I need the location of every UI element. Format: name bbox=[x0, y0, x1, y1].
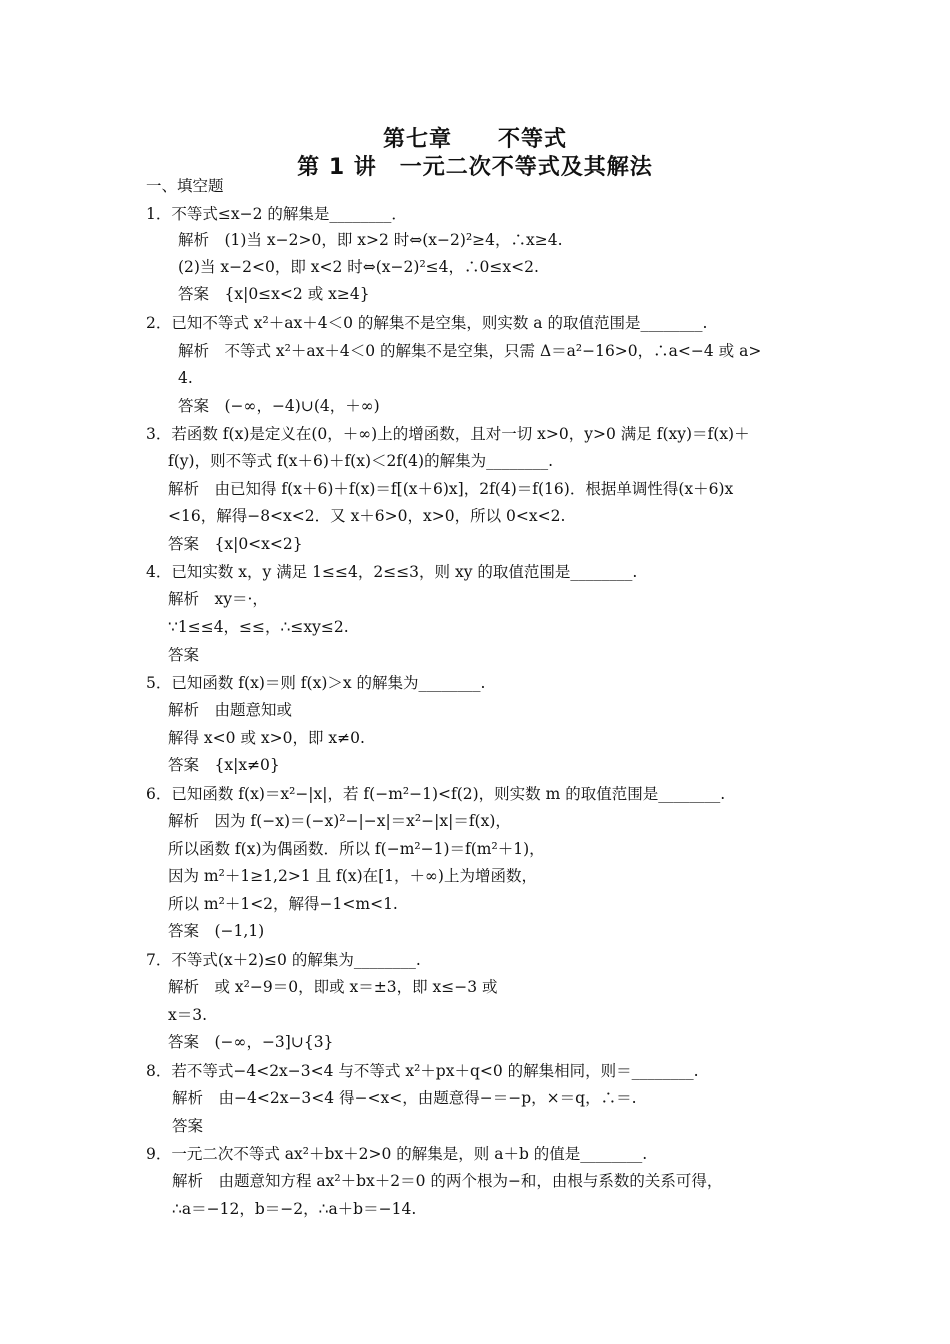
analysis-line: 所以 m²＋1<2，解得−1<m<1. bbox=[168, 895, 398, 913]
question-4: 4．已知实数 x，y 满足 1≤≤4，2≤≤3，则 xy 的取值范围是________. bbox=[146, 563, 638, 581]
answer-line: 答案 bbox=[172, 1117, 204, 1135]
analysis-line: 解析 (1)当 x−2>0，即 x>2 时⇔(x−2)²≥4，∴x≥4. bbox=[178, 231, 563, 249]
analysis-line: (2)当 x−2<0，即 x<2 时⇔(x−2)²≤4，∴0≤x<2. bbox=[178, 258, 539, 276]
answer-line: 答案 bbox=[168, 646, 200, 664]
analysis-line: 解析 由已知得 f(x＋6)＋f(x)＝f[(x＋6)x]，2f(4)＝f(16)．根据单调性得(x＋6)x bbox=[168, 480, 734, 498]
answer-line: 答案 (−∞，−3]∪{3} bbox=[168, 1033, 334, 1051]
question-1: 1．不等式≤x−2 的解集是________． bbox=[146, 205, 407, 223]
question-3: 3．若函数 f(x)是定义在(0，＋∞)上的增函数，且对一切 x>0，y>0 满足 f(xy)＝f(x)＋ bbox=[146, 425, 750, 443]
question-5: 5．已知函数 f(x)＝则 f(x)＞x 的解集为________. bbox=[146, 674, 486, 692]
analysis-line: 解析 xy＝·， bbox=[168, 590, 268, 608]
analysis-line: 解析 由题意知或 bbox=[168, 701, 293, 719]
question-7: 7．不等式(x＋2)≤0 的解集为________. bbox=[146, 951, 421, 969]
chapter-title: 第七章 不等式 bbox=[382, 127, 567, 152]
analysis-line: 解析 不等式 x²＋ax＋4＜0 的解集不是空集，只需 Δ＝a²−16>0，∴a<−4 或 a> bbox=[178, 342, 762, 360]
answer-line: 答案 {x|x≠0} bbox=[168, 756, 280, 774]
question-8: 8．若不等式−4<2x−3<4 与不等式 x²＋px＋q<0 的解集相同，则＝________. bbox=[146, 1062, 699, 1080]
question-9: 9．一元二次不等式 ax²＋bx＋2>0 的解集是，则 a＋b 的值是________. bbox=[146, 1145, 648, 1163]
analysis-line: x＝3. bbox=[168, 1006, 208, 1024]
answer-line: 答案 {x|0≤x<2 或 x≥4} bbox=[178, 285, 370, 303]
analysis-line: 解析 由−4<2x−3<4 得−<x<，由题意得−＝−p，×＝q，∴＝. bbox=[172, 1089, 637, 1107]
analysis-line: 解得 x<0 或 x>0，即 x≠0. bbox=[168, 729, 365, 747]
question-2: 2．已知不等式 x²＋ax＋4＜0 的解集不是空集，则实数 a 的取值范围是________. bbox=[146, 314, 708, 332]
answer-line: 答案 (−1,1) bbox=[168, 922, 265, 940]
question-6: 6．已知函数 f(x)＝x²−|x|，若 f(−m²−1)<f(2)，则实数 m 的取值范围是________. bbox=[146, 785, 726, 803]
analysis-line: 所以函数 f(x)为偶函数．所以 f(−m²−1)＝f(m²＋1)， bbox=[168, 840, 545, 858]
answer-line: 答案 {x|0<x<2} bbox=[168, 535, 303, 553]
section-heading: 一、填空题 bbox=[146, 177, 224, 195]
analysis-line: 解析 因为 f(−x)＝(−x)²−|−x|＝x²−|x|＝f(x)， bbox=[168, 812, 511, 830]
analysis-line: 解析 由题意知方程 ax²＋bx＋2＝0 的两个根为−和，由根与系数的关系可得， bbox=[172, 1172, 723, 1190]
analysis-line: 解析 或 x²−9＝0，即或 x＝±3，即 x≤−3 或 bbox=[168, 978, 498, 996]
analysis-line: <16，解得−8<x<2．又 x＋6>0，x>0，所以 0<x<2. bbox=[168, 507, 566, 525]
analysis-line: 因为 m²＋1≥1,2>1 且 f(x)在[1，＋∞)上为增函数， bbox=[168, 867, 537, 885]
analysis-line: 4. bbox=[178, 369, 193, 387]
question-line: f(y)，则不等式 f(x＋6)＋f(x)＜2f(4)的解集为________. bbox=[168, 452, 554, 470]
answer-line: 答案 (−∞，−4)∪(4，＋∞) bbox=[178, 397, 380, 415]
analysis-line: ∵1≤≤4，≤≤，∴≤xy≤2. bbox=[168, 618, 349, 636]
lesson-title: 第 1 讲 一元二次不等式及其解法 bbox=[297, 155, 653, 180]
analysis-line: ∴a＝−12，b＝−2，∴a＋b＝−14. bbox=[172, 1200, 417, 1218]
